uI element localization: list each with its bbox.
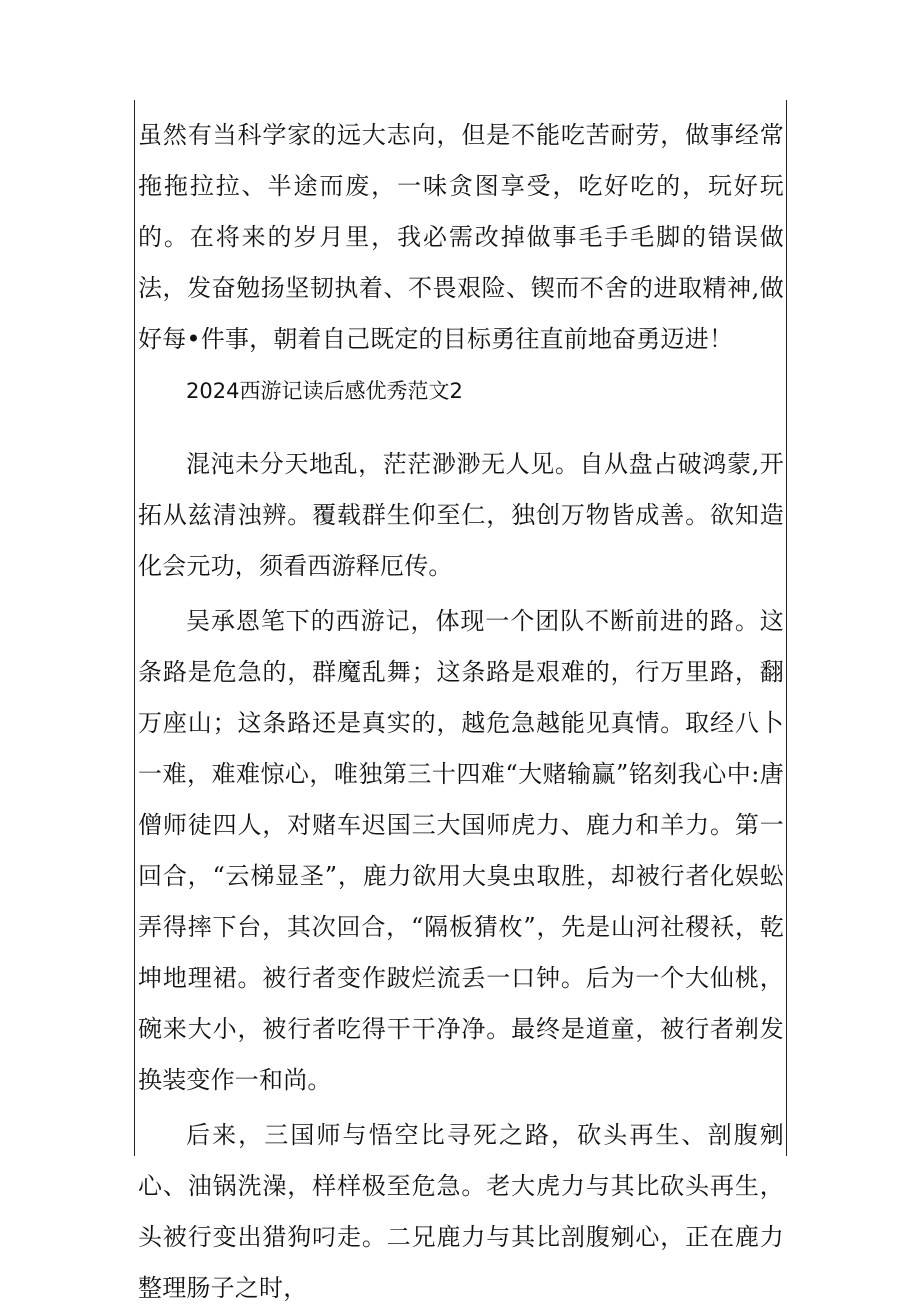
section-heading: 2024西游记读后感优秀范文2 (186, 379, 463, 403)
paragraph-story: 吴承恩笔下的西游记，体现一个团队不断前进的路。这条路是危急的，群魔乱舞；这条路是艰难的，行万里路，翻万座山；这条路还是真实的，越危急越能见真情。取经八卜一难，难难惊心，唯独第三十四难“大赌输赢”铭刻我心中:唐僧师徒四人，对赌车迟国三大国师虎力、鹿力和羊力。第一回合，“云梯显圣”，鹿力欲用大臭虫取胜，却被行者化娱蚣弄得摔下台，其次回合，“隔板猜枚”，先是山河社稷袄，乾坤地理裙。被行者变作跛烂流丢一口钟。后为一个大仙桃，碗来大小，被行者吃得干干净净。最终是道童，被行者剃发换装变作一和尚。 (138, 607, 784, 1094)
page-border-left (134, 100, 135, 1156)
paragraph-contest: 后来，三国师与悟空比寻死之路，砍头再生、剖腹剜心、油锅洗澡，样样极至危急。老大虎力与其比砍头再生，头被行变出猎狗叼走。二兄鹿力与其比剖腹剜心，正在鹿力整理肠子之时， (138, 1121, 784, 1302)
paragraph-poem: 混沌未分天地乱，茫茫渺渺无人见。自从盘占破鸿蒙,开拓从兹清浊辨。覆载群生仰至仁，独创万物皆成善。欲知造化会元功，须看西游释厄传。 (138, 450, 784, 580)
page-border-right (786, 100, 787, 1156)
paragraph-continuation: 虽然有当科学家的远大志向，但是不能吃苦耐劳，做事经常拖拖拉拉、半途而废，一味贪图享受，吃好吃的，玩好玩的。在将来的岁月里，我必需改掉做事毛手毛脚的错误做法，发奋勉扬坚韧执着、不畏艰险、锲而不舍的进取精神,做好每•件事，朝着自己既定的目标勇往直前地奋勇迈进！ (138, 121, 784, 353)
document-body (138, 110, 784, 1314)
